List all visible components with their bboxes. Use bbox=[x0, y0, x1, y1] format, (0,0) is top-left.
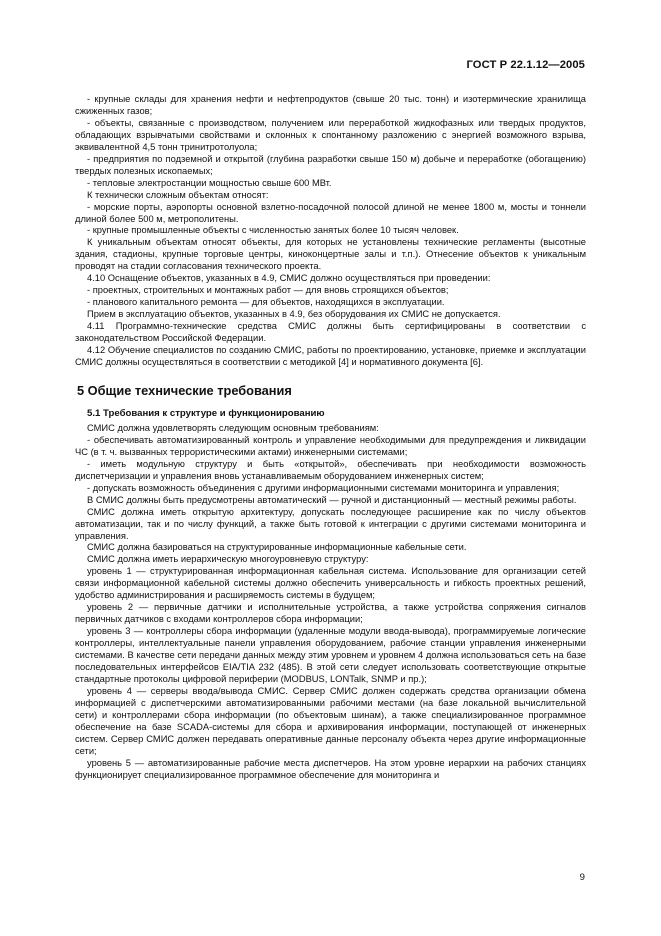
document-number-header: ГОСТ Р 22.1.12—2005 bbox=[466, 59, 585, 71]
body-text bbox=[75, 94, 586, 782]
paragraph: СМИС должна иметь иерархическую многоуровневую структуру: bbox=[87, 554, 369, 565]
paragraph: - крупные склады для хранения нефти и нефтепродуктов (свыше 20 тыс. тонн) и изотермические хранилища сжиженных газов; bbox=[75, 94, 586, 116]
paragraph: - иметь модульную структуру и быть «открытой», обеспечивать при необходимости возможность диспетчеризации и управления вновь устанавливаемым оборудованием инженерных систем; bbox=[75, 458, 586, 481]
paragraph: 4.12 Обучение специалистов по созданию СМИС, работы по проектированию, установке, приемке и эксплуатации СМИС должны осуществляться в соответствии с методикой [4] и нормативного документа [6]. bbox=[75, 345, 586, 367]
paragraph: - предприятия по подземной и открытой (глубина разработки свыше 150 м) добыче и переработке (обогащению) твердых полезных ископаемых; bbox=[75, 153, 586, 176]
paragraph: уровень 4 — серверы ввода/вывода СМИС. Сервер СМИС должен содержать средства организации обмена информацией с диспетчерскими автоматизированными рабочими местами (на базе локальной вычислительной сети) и контроллерами сбора информации (по объектовым шинам), а также специализированное программное обеспечение на базе SCADA-системы для сбора и архивирования информации, поступающей от инженерных систем. Сервер СМИС должен передавать оперативные данные персоналу объекта через другие информационные сети; bbox=[75, 685, 586, 756]
paragraphs-before-section bbox=[75, 94, 586, 369]
paragraph: СМИС должна иметь открытую архитектуру, допускать последующее расширение как по числу объектов автоматизации, так и по числу функций, а также быть готовой к интеграции с другими системами мониторинга и управления. bbox=[75, 506, 586, 541]
paragraph: 4.11 Программно-технические средства СМИС должны быть сертифицированы в соответствии с законодательством Российской Федерации. bbox=[75, 321, 586, 344]
paragraph: - допускать возможность объединения с другими информационными системами мониторинга и управления; bbox=[87, 482, 560, 493]
paragraph: - планового капитального ремонта — для объектов, находящихся в эксплуатации. bbox=[87, 297, 445, 308]
paragraph: уровень 3 — контроллеры сбора информации (удаленные модули ввода-вывода), программируемые логические контроллеры, интеллектуальные панели управления оборудованием, рабочие станции управления инженерными системами. В качестве сети передачи данных между этим уровнем и уровнем 4 должна использоваться сеть на базе последовательных интерфейсов EIA/TIA 232 (485). В этой сети следует использовать соответствующие открытые стандартные протоколы цифровой периферии (MODBUS, LONTalk, SNMP и пр.); bbox=[75, 626, 586, 684]
paragraph: - крупные промышленные объекты с численностью занятых более 10 тысяч человек. bbox=[87, 225, 459, 236]
page-number: 9 bbox=[579, 872, 585, 883]
section-title: 5 Общие технические требования bbox=[77, 382, 292, 398]
paragraph: К уникальным объектам относят объекты, для которых не установлены технические регламенты (высотные здания, стадионы, крупные торговые центры, киноконцертные залы и т.п.). Отнесение объектов к уникальным проводят на стадии согласования технического проекта. bbox=[75, 237, 586, 272]
paragraph: - тепловые электростанции мощностью свыше 600 МВт. bbox=[87, 177, 332, 188]
paragraph: уровень 1 — структурированная информационная кабельная система. Использование для организации сетей связи информационной кабельной системы должно обеспечить универсальность и гибкость проектных решений, удобство администрирования и расширяемость системы в будущем; bbox=[75, 566, 586, 601]
paragraph: 4.10 Оснащение объектов, указанных в 4.9, СМИС должно осуществляться при проведении: bbox=[87, 273, 491, 284]
subsection-title: 5.1 Требования к структуре и функционированию bbox=[87, 407, 325, 419]
paragraph: Прием в эксплуатацию объектов, указанных в 4.9, без оборудования их СМИС не допускается. bbox=[87, 309, 501, 320]
paragraph: - объекты, связанные с производством, получением или переработкой жидкофазных или твердых продуктов, обладающих взрывчатыми свойствами и склонных к спонтанному разложению с энергией возможного взрыва, эквивалентной 4,5 тонн тринитротолуола; bbox=[75, 117, 586, 152]
paragraph: уровень 5 — автоматизированные рабочие места диспетчеров. На этом уровне иерархии на рабочих станциях функционирует специализированное программное обеспечение для мониторинга и bbox=[75, 757, 586, 780]
paragraph: СМИС должна базироваться на структурированные информационные кабельные сети. bbox=[87, 542, 467, 553]
paragraph: СМИС должна удовлетворять следующим основным требованиям: bbox=[87, 422, 379, 433]
paragraph: - обеспечивать автоматизированный контроль и управление необходимыми для предупреждения и ликвидации ЧС (в т. ч. вызванных террористическими актами) инженерными системами; bbox=[75, 434, 586, 457]
paragraph: В СМИС должны быть предусмотрены автоматический — ручной и дистанционный — местный режимы работы. bbox=[87, 494, 577, 505]
paragraph: - морские порты, аэропорты основной взлетно-посадочной полосой длиной не менее 1800 м, мосты и тоннели длиной более 500 м, метрополитены. bbox=[75, 201, 586, 224]
paragraph: К технически сложным объектам относят: bbox=[87, 189, 269, 200]
paragraph: - проектных, строительных и монтажных работ — для вновь строящихся объектов; bbox=[87, 285, 449, 296]
paragraph: уровень 2 — первичные датчики и исполнительные устройства, а также устройства сопряжения сигналов первичных датчиков с входами контроллеров сбора информации; bbox=[75, 602, 586, 625]
paragraphs-after-section bbox=[75, 423, 586, 782]
